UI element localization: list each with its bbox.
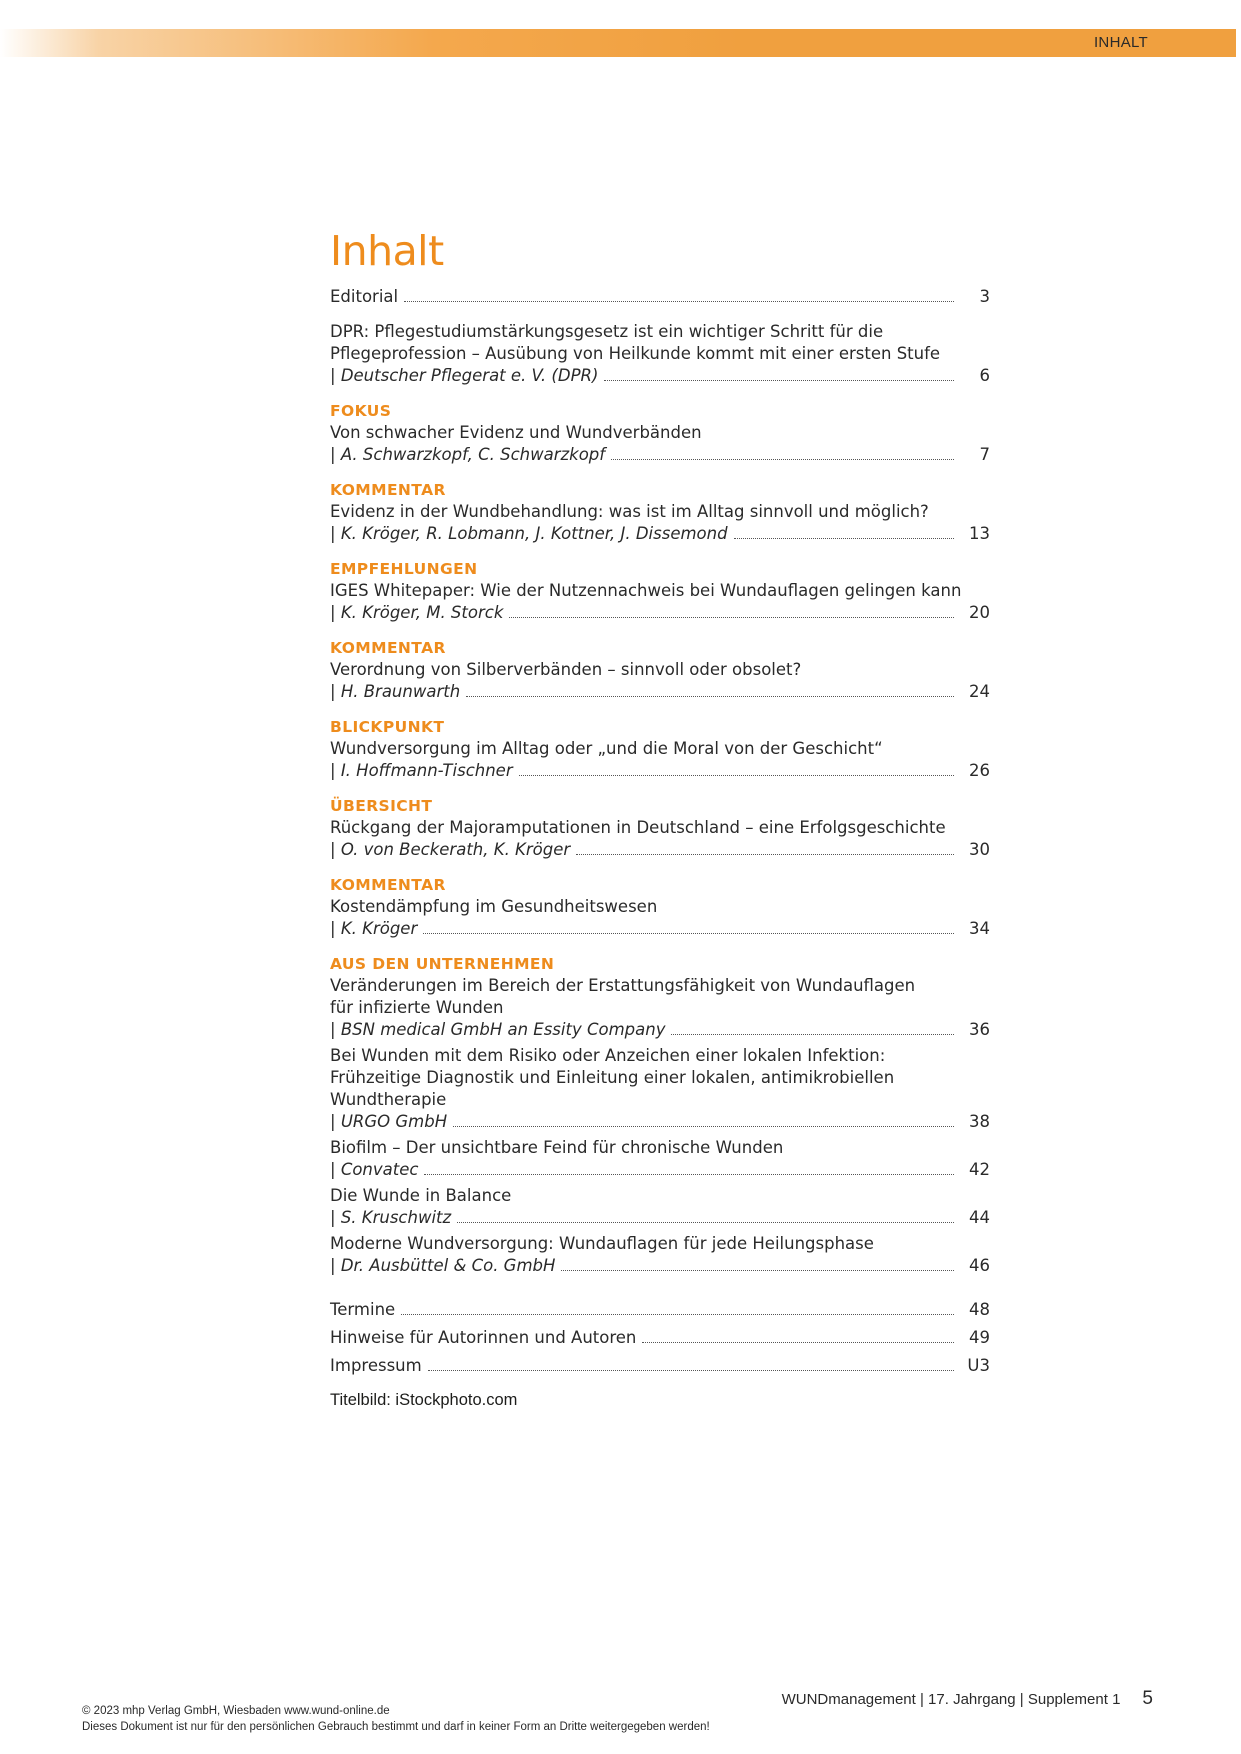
toc-group (330, 716, 990, 782)
toc-group (330, 321, 990, 387)
footer-journal (782, 1688, 1153, 1710)
header-bar (0, 29, 1236, 57)
entry-page-number: 3 (979, 287, 990, 306)
entry-page-number: 42 (969, 1160, 990, 1179)
entry-prefix: | (330, 524, 341, 543)
entry-text: Termine (330, 1300, 396, 1319)
toc-entry[interactable] (330, 523, 990, 545)
dot-leader (734, 537, 954, 539)
entry-author: URGO GmbH (340, 1112, 448, 1131)
toc-entry[interactable] (330, 1207, 990, 1229)
entry-author: K. Kröger, R. Lobmann, J. Kottner, J. Dissemond (340, 524, 728, 543)
entry-page-number: 7 (979, 445, 990, 464)
toc-entry[interactable] (330, 760, 990, 782)
entry-prefix: | (330, 1112, 341, 1131)
toc-entry[interactable] (330, 918, 990, 940)
toc-group (330, 558, 990, 624)
toc-entry[interactable] (330, 1111, 990, 1133)
toc-entry[interactable] (330, 444, 990, 466)
header-label: INHALT (1093, 34, 1148, 51)
entry-prefix: | (330, 919, 341, 938)
footer-journal-info: WUNDmanagement | 17. Jahrgang | Supplement 1 (781, 1691, 1121, 1708)
toc-entry[interactable] (330, 1255, 990, 1277)
entry-text (330, 602, 503, 624)
dot-leader (401, 1313, 954, 1315)
section-label: BLICKPUNKT (330, 718, 445, 736)
entry-title-line: Bei Wunden mit dem Risiko oder Anzeichen einer lokalen Infektion: (330, 1046, 886, 1065)
entry-page-number: 48 (969, 1300, 990, 1319)
entry-page-number: 20 (969, 603, 990, 622)
page-title: Inhalt (330, 227, 444, 275)
toc-group (330, 479, 990, 545)
toc-content (330, 226, 990, 1410)
entry-text (330, 760, 513, 782)
toc-group (330, 953, 990, 1277)
entry-title-line: Evidenz in der Wundbehandlung: was ist im Alltag sinnvoll und möglich? (330, 502, 929, 521)
entry-page-number: 44 (969, 1208, 990, 1227)
entry-text (330, 681, 460, 703)
dot-leader (561, 1269, 954, 1271)
toc-group (330, 286, 990, 308)
entry-author: A. Schwarzkopf, C. Schwarzkopf (340, 445, 606, 464)
entry-text (330, 1159, 418, 1181)
toc-bottom (330, 1299, 990, 1377)
entry-page-number: 6 (979, 366, 990, 385)
cover-credit: Titelbild: iStockphoto.com (330, 1391, 518, 1409)
entry-prefix: | (330, 445, 341, 464)
entry-title-line: für infizierte Wunden (330, 998, 504, 1017)
dot-leader (424, 1173, 954, 1175)
entry-page-number: 34 (969, 919, 990, 938)
toc-groups (330, 286, 990, 1277)
dot-leader (466, 695, 954, 697)
entry-prefix: | (330, 366, 341, 385)
entry-text (330, 365, 598, 387)
dot-leader (611, 458, 954, 460)
entry-prefix: | (330, 603, 341, 622)
footer-page-number: 5 (1142, 1688, 1153, 1709)
entry-page-number: 13 (969, 524, 990, 543)
entry-title-line: Verordnung von Silberverbänden – sinnvoll oder obsolet? (330, 660, 802, 679)
entry-prefix: Editorial (330, 287, 399, 306)
entry-title-line: DPR: Pflegestudiumstärkungsgesetz ist ein wichtiger Schritt für die (330, 322, 884, 341)
toc-entry[interactable] (330, 1355, 990, 1377)
entry-page-number: 36 (969, 1020, 990, 1039)
entry-prefix: | (330, 1020, 341, 1039)
entry-page-number: 24 (969, 682, 990, 701)
entry-page-number: 46 (969, 1256, 990, 1275)
entry-title-line: Biofilm – Der unsichtbare Feind für chronische Wunden (330, 1138, 784, 1157)
dot-leader (457, 1221, 954, 1223)
entry-title-line: Moderne Wundversorgung: Wundauflagen für jede Heilungsphase (330, 1234, 874, 1253)
entry-title-line: Frühzeitige Diagnostik und Einleitung einer lokalen, antimikrobiellen (330, 1068, 895, 1087)
entry-prefix: | (330, 682, 341, 701)
toc-entry[interactable] (330, 365, 990, 387)
dot-leader (642, 1341, 954, 1343)
entry-text (330, 1207, 451, 1229)
entry-author: K. Kröger, M. Storck (340, 603, 504, 622)
footer-notice: Dieses Dokument ist nur für den persönlichen Gebrauch bestimmt und darf in keiner Form an Dritte weitergegeben werden! (82, 1721, 710, 1733)
entry-title-line: Kostendämpfung im Gesundheitswesen (330, 897, 658, 916)
entry-title-line: Wundtherapie (330, 1090, 447, 1109)
dot-leader (404, 300, 954, 302)
entry-title-line: Rückgang der Majoramputationen in Deutschland – eine Erfolgsgeschichte (330, 818, 946, 837)
section-label: FOKUS (330, 402, 392, 420)
entry-page-number: 26 (969, 761, 990, 780)
entry-title-line: Von schwacher Evidenz und Wundverbänden (330, 423, 702, 442)
entry-author: S. Kruschwitz (340, 1208, 452, 1227)
toc-group (330, 795, 990, 861)
entry-text (330, 1255, 555, 1277)
entry-page-number: U3 (967, 1356, 990, 1375)
toc-entry[interactable] (330, 839, 990, 861)
section-label: KOMMENTAR (330, 876, 446, 894)
entry-author: Dr. Ausbüttel & Co. GmbH (340, 1256, 556, 1275)
toc-entry[interactable] (330, 1019, 990, 1041)
entry-title-line: Pflegeprofession – Ausübung von Heilkunde kommt mit einer ersten Stufe (330, 344, 941, 363)
footer-copyright: © 2023 mhp Verlag GmbH, Wiesbaden www.wund-online.de (82, 1705, 390, 1717)
entry-page-number: 49 (969, 1328, 990, 1347)
toc-entry[interactable] (330, 286, 990, 308)
entry-prefix: | (330, 1160, 341, 1179)
entry-prefix: | (330, 761, 341, 780)
entry-text (330, 1019, 665, 1041)
toc-entry[interactable] (330, 1327, 990, 1349)
dot-leader (509, 616, 954, 618)
entry-author: BSN medical GmbH an Essity Company (340, 1020, 666, 1039)
entry-prefix: | (330, 1208, 341, 1227)
toc-entry[interactable] (330, 1159, 990, 1181)
entry-text (330, 286, 398, 308)
entry-title-line: Die Wunde in Balance (330, 1186, 512, 1205)
dot-leader (428, 1369, 954, 1371)
toc-entry[interactable] (330, 1299, 990, 1321)
entry-author: H. Braunwarth (340, 682, 461, 701)
entry-text: Hinweise für Autorinnen und Autoren (330, 1328, 637, 1347)
section-label: EMPFEHLUNGEN (330, 560, 478, 578)
entry-text (330, 1111, 447, 1133)
entry-page-number: 30 (969, 840, 990, 859)
toc-group (330, 874, 990, 940)
section-label: AUS DEN UNTERNEHMEN (330, 955, 555, 973)
entry-author: O. von Beckerath, K. Kröger (340, 840, 571, 859)
entry-text: Impressum (330, 1356, 422, 1375)
entry-author: I. Hoffmann-Tischner (340, 761, 513, 780)
toc-group (330, 637, 990, 703)
dot-leader (604, 379, 954, 381)
entry-text (330, 444, 605, 466)
footer-legal (82, 1703, 710, 1735)
dot-leader (423, 932, 954, 934)
toc-entry[interactable] (330, 602, 990, 624)
section-label: KOMMENTAR (330, 639, 446, 657)
entry-author: K. Kröger (340, 919, 418, 938)
toc-entry[interactable] (330, 681, 990, 703)
section-label: ÜBERSICHT (330, 797, 433, 815)
entry-prefix: | (330, 840, 341, 859)
entry-title-line: Veränderungen im Bereich der Erstattungsfähigkeit von Wundauflagen (330, 976, 916, 995)
toc-group (330, 400, 990, 466)
entry-text (330, 839, 570, 861)
entry-author: Deutscher Pflegerat e. V. (DPR) (340, 366, 599, 385)
entry-text (330, 523, 728, 545)
dot-leader (671, 1033, 954, 1035)
section-label: KOMMENTAR (330, 481, 446, 499)
entry-title-line: IGES Whitepaper: Wie der Nutzennachweis bei Wundauflagen gelingen kann (330, 581, 962, 600)
dot-leader (519, 774, 954, 776)
entry-prefix: | (330, 1256, 341, 1275)
dot-leader (453, 1125, 954, 1127)
entry-title-line: Wundversorgung im Alltag oder „und die Moral von der Geschicht“ (330, 739, 883, 758)
entry-text (330, 918, 417, 940)
entry-author: Convatec (340, 1160, 419, 1179)
entry-page-number: 38 (969, 1112, 990, 1131)
dot-leader (576, 853, 954, 855)
